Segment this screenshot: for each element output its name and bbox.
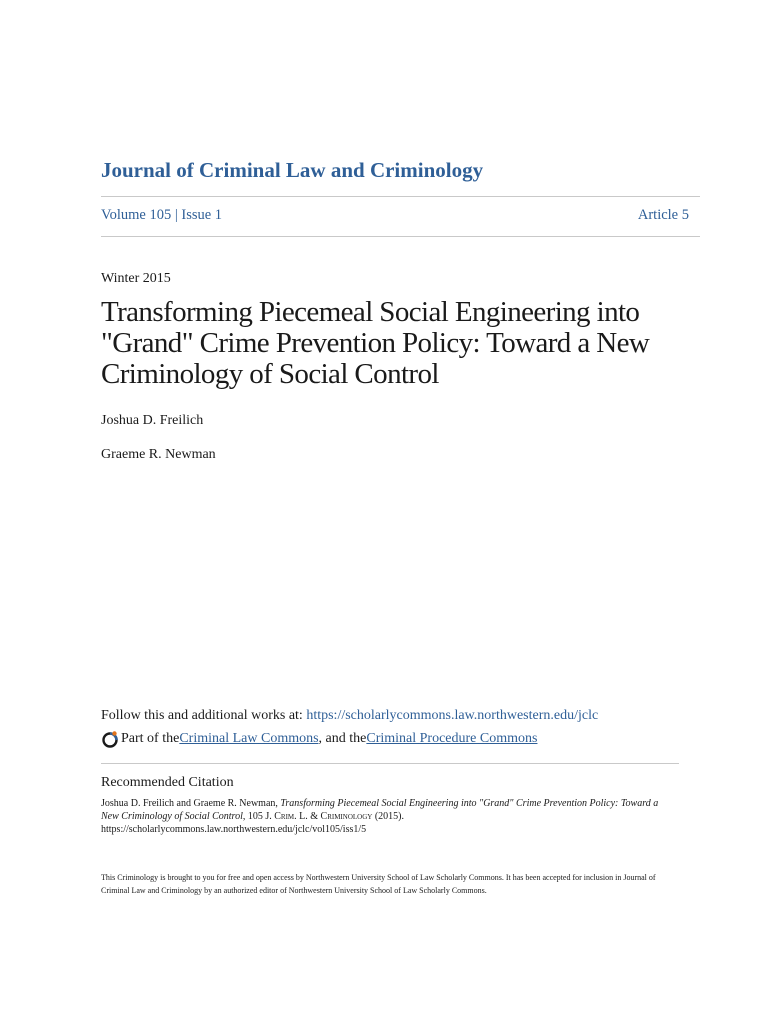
repository-link[interactable]: https://scholarlycommons.law.northwestern.edu/jclc: [306, 708, 599, 723]
author-name[interactable]: Joshua D. Freilich: [101, 413, 204, 428]
part-of-prefix: Part of the: [121, 731, 180, 746]
follow-line: [101, 708, 598, 724]
citation-journal-abbrev: Crim. L. & Criminology: [274, 811, 373, 822]
access-statement: This Criminology is brought to you for free and open access by Northwestern University School of Law Scholarly Commons. It has been accepted for inclusion in Journal of Criminal Law and Criminology by an authorized editor of Northwestern University School of Law Scholarly Commons.: [101, 873, 656, 895]
header-divider-top: [101, 196, 700, 197]
citation-url[interactable]: https://scholarlycommons.law.northwestern.edu/jclc/vol105/iss1/5: [101, 824, 367, 835]
citation-title: Transforming Piecemeal Social Engineering into "Grand" Crime Prevention Policy: Toward a New Criminology of Social Control: [101, 798, 659, 822]
journal-title[interactable]: Journal of Criminal Law and Criminology: [101, 158, 484, 182]
citation-heading: Recommended Citation: [101, 775, 234, 790]
header-divider-bottom: [101, 236, 700, 237]
citation-authors: Joshua D. Freilich and Graeme R. Newman,: [101, 798, 281, 809]
issue-season: Winter 2015: [101, 271, 171, 286]
digital-commons-icon: [101, 730, 119, 748]
author-name[interactable]: Graeme R. Newman: [101, 447, 216, 462]
article-title: Transforming Piecemeal Social Engineering into "Grand" Crime Prevention Policy: Toward a New Criminology of Social Control: [101, 296, 650, 390]
part-of-line: [101, 730, 537, 748]
volume-issue-row: [101, 207, 689, 224]
criminal-procedure-commons-link[interactable]: Criminal Procedure Commons: [366, 731, 538, 746]
volume-issue-link[interactable]: Volume 105 | Issue 1: [101, 207, 223, 223]
part-of-mid: , and the: [318, 731, 367, 746]
criminal-law-commons-link[interactable]: Criminal Law Commons: [179, 731, 319, 746]
citation-divider: [101, 763, 679, 764]
citation-text: [101, 797, 671, 836]
follow-prefix: Follow this and additional works at:: [101, 708, 307, 723]
article-number-link[interactable]: Article 5: [637, 207, 689, 223]
citation-ref-suffix: (2015).: [372, 811, 404, 822]
citation-ref-prefix: , 105 J.: [242, 811, 275, 822]
